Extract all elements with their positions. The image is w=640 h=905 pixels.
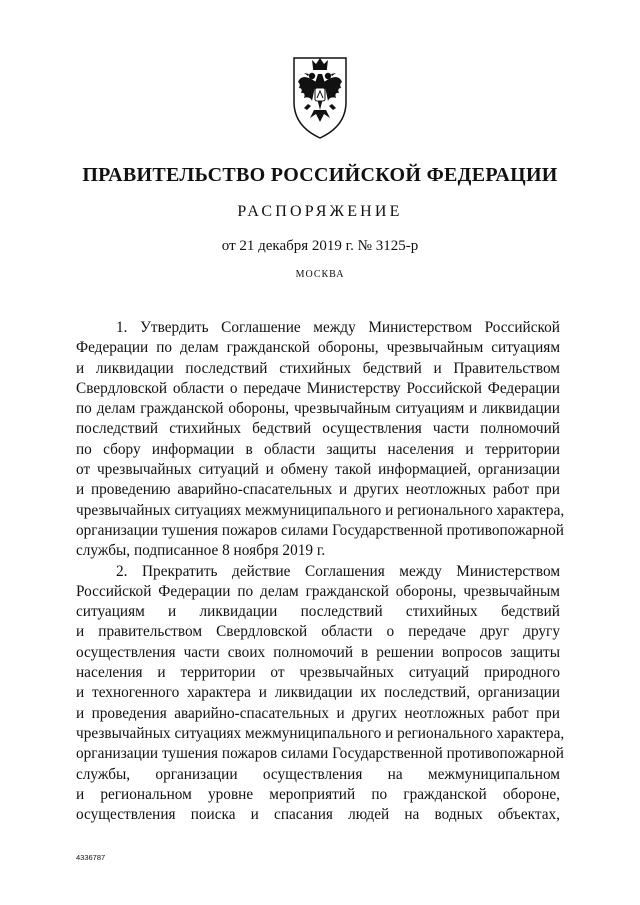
text-line: чрезвычайных ситуациях межмуниципального и регионального характера, [76, 724, 565, 742]
text-line: по делам гражданской обороны, чрезвычайным ситуациям и ликвидации [76, 400, 560, 418]
text-line: и проведению аварийно-спасательных и других неотложных работ при [76, 481, 560, 499]
text-line: населения и территории от чрезвычайных ситуаций природного [76, 664, 560, 682]
text-line: последствий стихийных бедствий осуществления части полномочий [76, 420, 560, 438]
text-line: службы, организации осуществления на межмуниципальном [76, 765, 560, 783]
document-body [76, 318, 565, 825]
text-line: от чрезвычайных ситуаций и обмену такой информацией, организации [76, 461, 560, 479]
text-line: и ликвидации последствий стихийных бедствий и Правительством [76, 359, 560, 377]
document-barcode-number: 4336787 [76, 853, 106, 862]
text-line: Российской Федерации по делам гражданской обороны, чрезвычайным [76, 582, 560, 600]
paragraph-1 [76, 318, 565, 562]
text-line: Федерации по делам гражданской обороны, чрезвычайным ситуациям [76, 339, 560, 357]
russian-coat-of-arms-icon [272, 46, 368, 142]
text-line: организации тушения пожаров силами Государственной противопожарной [76, 521, 564, 539]
text-line: 1. Утвердить Соглашение между Министерством Российской [116, 319, 560, 336]
text-line: осуществления поиска и спасания людей на водных объектах, [76, 806, 560, 824]
document-date-number: от 21 декабря 2019 г. № 3125-р [221, 238, 419, 254]
text-line: и проведения аварийно-спасательных и других неотложных работ при [76, 704, 560, 722]
text-line: службы, подписанное 8 ноября 2019 г. [76, 542, 326, 560]
text-line: и региональном уровне мероприятий по гражданской обороне, [76, 785, 560, 803]
text-line: чрезвычайных ситуациях межмуниципального и регионального характера, [76, 501, 565, 519]
text-line: и техногенного характера и ликвидации их последствий, организации [76, 684, 560, 702]
text-line: Свердловской области о передаче Министерству Российской Федерации [76, 379, 560, 397]
text-line: организации тушения пожаров силами Государственной противопожарной [76, 745, 564, 763]
text-line: 2. Прекратить действие Соглашения между Министерством [116, 562, 560, 580]
document-type: РАСПОРЯЖЕНИЕ [237, 203, 403, 220]
text-line: ситуациям и ликвидации последствий стихийных бедствий [76, 603, 560, 621]
text-line: и правительством Свердловской области о передаче друг другу [76, 623, 560, 641]
text-line: осуществления части своих полномочий в решении вопросов защиты [76, 643, 560, 661]
text-line: по сбору информации в области защиты населения и территории [76, 440, 560, 458]
government-title: ПРАВИТЕЛЬСТВО РОССИЙСКОЙ ФЕДЕРАЦИИ [82, 164, 558, 186]
paragraph-2 [76, 562, 565, 826]
document-city: МОСКВА [295, 269, 345, 280]
